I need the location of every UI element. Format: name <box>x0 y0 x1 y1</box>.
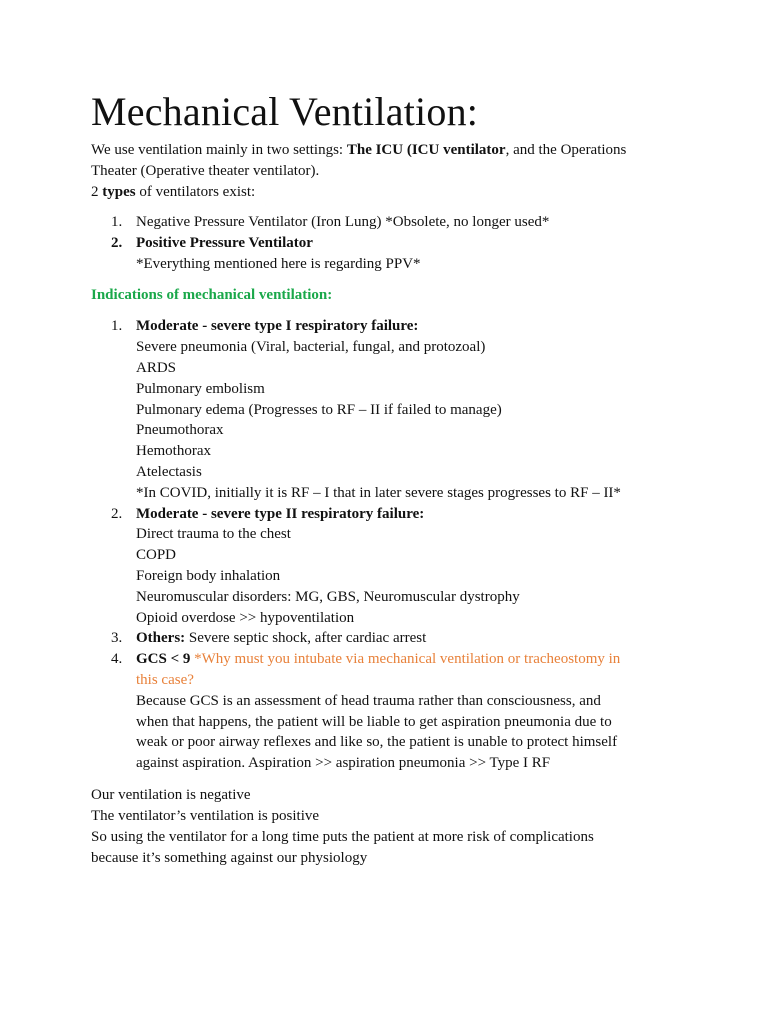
indication-item: Severe pneumonia (Viral, bacterial, fungal, and protozoal) <box>136 339 486 356</box>
intro-line-3-pre: 2 <box>91 184 103 200</box>
indication-heading: Moderate - severe type I respiratory failure: <box>136 318 419 335</box>
outro-line: The ventilator’s ventilation is positive <box>91 807 320 824</box>
indications-heading: Indications of mechanical ventilation: <box>91 287 333 304</box>
intro-line-3-post: of ventilators exist: <box>135 184 256 200</box>
outro-line: because it’s something against our physiology <box>91 849 368 866</box>
list-item-label: Negative Pressure Ventilator (Iron Lung) *Obsolete, no longer used* <box>136 214 550 230</box>
list-item <box>91 628 708 649</box>
list-item-note: *Everything mentioned here is regarding PPV* <box>136 255 421 272</box>
indication-item: ARDS <box>136 359 177 376</box>
list-number: 2. <box>111 234 123 251</box>
indication-item: COPD <box>136 547 177 564</box>
list-item <box>91 649 708 774</box>
list-item-label: Positive Pressure Ventilator <box>136 234 313 251</box>
answer-line: against aspiration. Aspiration >> aspiration pneumonia >> Type I RF <box>136 755 551 772</box>
intro-line-3 <box>91 182 708 203</box>
indication-heading: Moderate - severe type II respiratory failure: <box>136 505 425 522</box>
indications-list <box>91 316 708 774</box>
ventilator-types-list <box>91 212 708 274</box>
question-text-line-1: *Why must you intubate via mechanical ventilation or tracheostomy in <box>190 651 621 668</box>
outro-paragraph <box>91 785 708 869</box>
question-text-line-2: this case? <box>136 671 194 688</box>
outro-line: Our ventilation is negative <box>91 786 251 803</box>
indication-item: Foreign body inhalation <box>136 567 281 584</box>
indication-heading: Others: <box>136 630 186 647</box>
list-item <box>91 212 708 233</box>
answer-line: Because GCS is an assessment of head trauma rather than consciousness, and <box>136 692 601 709</box>
answer-line: weak or poor airway reflexes and like so, the patient is unable to protect himself <box>136 734 618 751</box>
answer-line: when that happens, the patient will be liable to get aspiration pneumonia due to <box>136 713 612 730</box>
list-number: 1. <box>111 214 123 230</box>
intro-line-1-bold: The ICU (ICU ventilator <box>346 142 506 158</box>
intro-line-1-pre: We use ventilation mainly in two settings: <box>91 142 347 158</box>
indication-item: Direct trauma to the chest <box>136 526 291 543</box>
page-title: Mechanical Ventilation: <box>91 89 479 134</box>
intro-line-1 <box>91 140 708 161</box>
indication-item: Neuromuscular disorders: MG, GBS, Neuromuscular dystrophy <box>136 588 520 605</box>
indication-item: Pulmonary edema (Progresses to RF – II if failed to manage) <box>136 401 502 418</box>
indication-item: Pneumothorax <box>136 422 224 439</box>
indication-item: Hemothorax <box>136 443 211 460</box>
list-number: 2. <box>111 505 123 522</box>
intro-line-1-post: , and the Operations <box>505 142 627 158</box>
list-number: 4. <box>111 651 123 668</box>
indication-item: *In COVID, initially it is RF – I that in later severe stages progresses to RF – II* <box>136 484 621 501</box>
list-item <box>91 233 708 275</box>
list-number: 3. <box>111 630 123 647</box>
indication-text: Severe septic shock, after cardiac arrest <box>185 630 427 647</box>
list-number: 1. <box>111 318 123 335</box>
intro-line-2: Theater (Operative theater ventilator). <box>91 163 320 179</box>
indication-item: Atelectasis <box>136 463 202 480</box>
outro-line: So using the ventilator for a long time puts the patient at more risk of complications <box>91 828 594 845</box>
intro-line-3-bold: types <box>102 184 136 200</box>
list-item <box>91 316 708 503</box>
indication-heading: GCS < 9 <box>136 651 191 668</box>
indication-item: Pulmonary embolism <box>136 380 265 397</box>
indication-item: Opioid overdose >> hypoventilation <box>136 609 355 626</box>
list-item <box>91 504 708 629</box>
